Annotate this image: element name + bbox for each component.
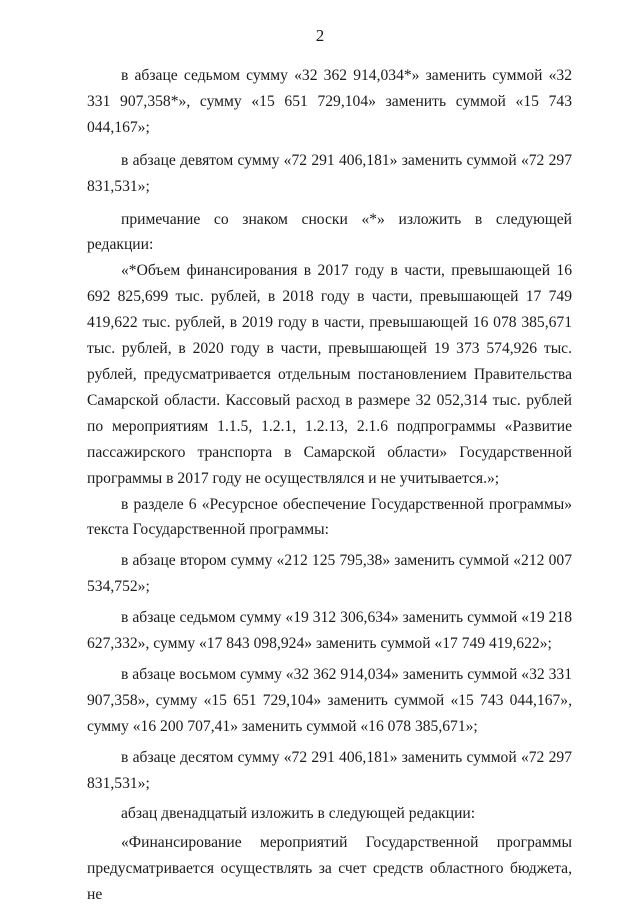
document-body	[87, 63, 572, 908]
paragraph-4: «*Объем финансирования в 2017 году в части, превышающей 16 692 825,699 тыс. рублей, в 2018 году в части, превышающей 17 749 419,622 тыс. рублей, в 2019 году в части, превышающей 16 078 385,671 тыс. рублей, в 2020 году в части, превышающей 19 373 574,926 тыс. рублей, предусматривается отдельным постановлением Правительства Самарской области. Кассовый расход в размере 32 052,314 тыс. рублей по мероприятиям 1.1.5, 1.2.1, 1.2.13, 2.1.6 подпрограммы «Развитие пассажирского транспорта в Самарской области» Государственной программы в 2017 году не осуществлялся и не учитывается.»;	[87, 262, 572, 487]
paragraph-5: в разделе 6 «Ресурсное обеспечение Государственной программы» текста Государственной программы:	[87, 495, 572, 539]
paragraph-2: в абзаце девятом сумму «72 291 406,181» заменить суммой «72 297 831,531»;	[87, 151, 572, 195]
page-number: 2	[315, 26, 325, 45]
paragraph-9: в абзаце десятом сумму «72 291 406,181» заменить суммой «72 297 831,531»;	[87, 748, 572, 792]
paragraph-7: в абзаце седьмом сумму «19 312 306,634» заменить суммой «19 218 627,332», сумму «17 843 098,924» заменить суммой «17 749 419,622»;	[87, 609, 572, 653]
paragraph-10: абзац двенадцатый изложить в следующей редакции:	[121, 805, 476, 823]
paragraph-11: «Финансирование мероприятий Государственной программы предусматривается осуществлять за счет средств областного бюджета, не	[87, 834, 572, 904]
paragraph-3: примечание со знаком сноски «*» изложить в следующей редакции:	[87, 210, 572, 254]
paragraph-8: в абзаце восьмом сумму «32 362 914,034» заменить суммой «32 331 907,358», сумму «15 651 729,104» заменить суммой «15 743 044,167», сумму «16 200 707,41» заменить суммой «16 078 385,671»;	[87, 665, 572, 735]
paragraph-6: в абзаце втором сумму «212 125 795,38» заменить суммой «212 007 534,752»;	[87, 552, 572, 596]
paragraph-1: в абзаце седьмом сумму «32 362 914,034*» заменить суммой «32 331 907,358*», сумму «15 651 729,104» заменить суммой «15 743 044,167»;	[87, 67, 572, 136]
